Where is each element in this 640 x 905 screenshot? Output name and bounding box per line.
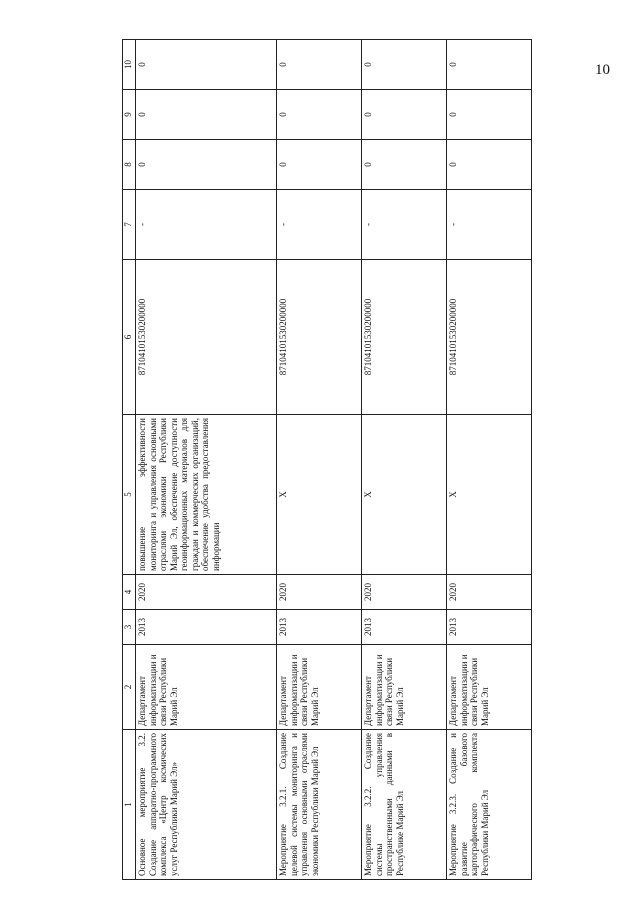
col-8-value: 0: [277, 140, 362, 190]
col-8-value: 0: [136, 140, 277, 190]
table-row: [447, 40, 532, 880]
rotated-table-sheet: [122, 40, 627, 880]
measure-name: Мероприятие 3.2.2. Создание системы управления пространственными данными в Республике Марий Эл: [362, 730, 447, 880]
col-header-7: 7: [123, 190, 136, 260]
budget-code: 87104101530200000: [277, 260, 362, 415]
col-header-3: 3: [123, 610, 136, 645]
executor: Департамент информатизации и связи Республики Марий Эл: [447, 645, 532, 730]
expected-result: повышение эффективности мониторинга и управления основными отраслями экономики Республики Марий Эл, обеспечение доступности геоинформационных материалов для граждан и коммерческих организаций, обеспечение удобства предоставления информации: [136, 415, 277, 575]
expected-result: X: [362, 415, 447, 575]
column-number-row: [123, 40, 136, 880]
start-year: 2013: [277, 610, 362, 645]
col-header-5: 5: [123, 415, 136, 575]
budget-code: 87104101530200000: [362, 260, 447, 415]
col-header-4: 4: [123, 575, 136, 610]
budget-code: 87104101530200000: [447, 260, 532, 415]
col-10-value: 0: [362, 40, 447, 90]
col-7-value: -: [136, 190, 277, 260]
table-row: [277, 40, 362, 880]
col-9-value: 0: [362, 90, 447, 140]
col-7-value: -: [362, 190, 447, 260]
end-year: 2020: [277, 575, 362, 610]
end-year: 2020: [447, 575, 532, 610]
program-measures-table: [122, 39, 532, 880]
col-header-9: 9: [123, 90, 136, 140]
executor: Департамент информатизации и связи Республики Марий Эл: [136, 645, 277, 730]
end-year: 2020: [362, 575, 447, 610]
table-row: [136, 40, 277, 880]
col-7-value: -: [277, 190, 362, 260]
col-header-8: 8: [123, 140, 136, 190]
col-header-10: 10: [123, 40, 136, 90]
col-10-value: 0: [277, 40, 362, 90]
start-year: 2013: [136, 610, 277, 645]
col-header-2: 2: [123, 645, 136, 730]
page-number: 10: [595, 62, 610, 78]
col-8-value: 0: [447, 140, 532, 190]
col-9-value: 0: [277, 90, 362, 140]
measure-name: Мероприятие 3.2.3. Создание и развитие базового картографического комплекта Республики Марий Эл: [447, 730, 532, 880]
end-year: 2020: [136, 575, 277, 610]
col-10-value: 0: [447, 40, 532, 90]
start-year: 2013: [362, 610, 447, 645]
start-year: 2013: [447, 610, 532, 645]
col-header-1: 1: [123, 730, 136, 880]
budget-code: 87104101530200000: [136, 260, 277, 415]
executor: Департамент информатизации и связи Республики Марий Эл: [277, 645, 362, 730]
table-row: [362, 40, 447, 880]
col-8-value: 0: [362, 140, 447, 190]
expected-result: X: [447, 415, 532, 575]
executor: Департамент информатизации и связи Республики Марий Эл: [362, 645, 447, 730]
col-9-value: 0: [136, 90, 277, 140]
col-10-value: 0: [136, 40, 277, 90]
measure-name: Мероприятие 3.2.1. Создание целевой системы мониторинга и управления основными отраслями экономики Республики Марий Эл: [277, 730, 362, 880]
col-9-value: 0: [447, 90, 532, 140]
measure-name: Основное мероприятие 3.2. Создание аппаратно-программного комплекса «Центр космических услуг Республики Марий Эл»: [136, 730, 277, 880]
expected-result: X: [277, 415, 362, 575]
col-header-6: 6: [123, 260, 136, 415]
col-7-value: -: [447, 190, 532, 260]
